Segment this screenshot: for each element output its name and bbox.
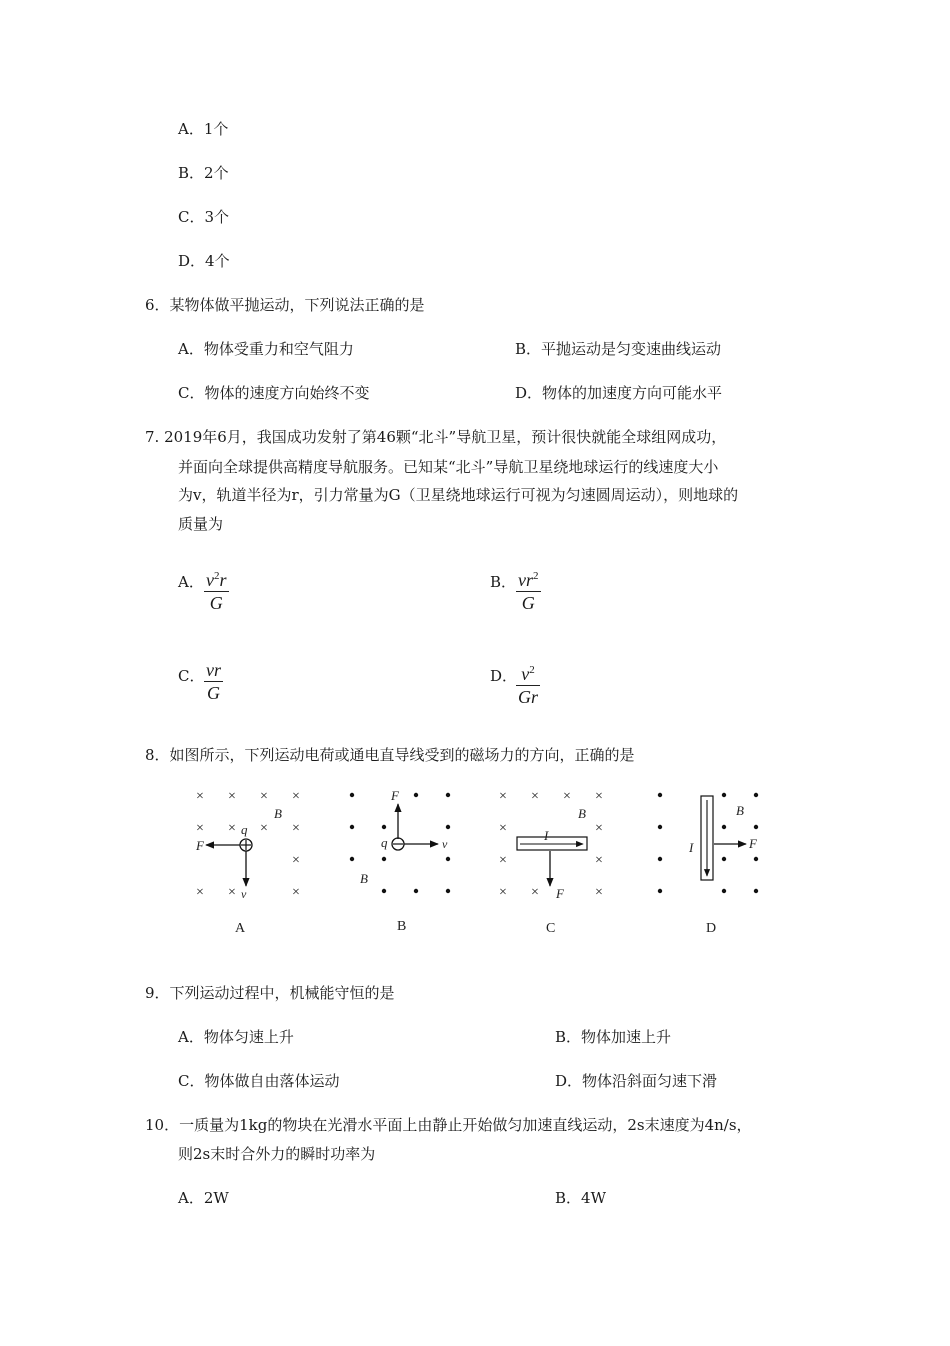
field-cross-symbol: × xyxy=(563,789,571,804)
field-cross-symbol: × xyxy=(260,821,268,836)
q7-a-num-tail: r xyxy=(219,570,227,590)
panel-a xyxy=(195,789,300,936)
panel-c xyxy=(499,789,603,936)
field-cross-symbol: × xyxy=(292,821,300,836)
q7-option-c-label: C． xyxy=(178,667,205,685)
field-dot-symbol xyxy=(754,857,758,861)
panel-a-force-label: F xyxy=(196,838,204,853)
q7-option-a-denominator: G xyxy=(209,593,223,613)
q6-option-d: D．物体的加速度方向可能水平 xyxy=(515,384,723,402)
field-dot-symbol xyxy=(722,889,726,893)
field-dot-symbol xyxy=(754,825,758,829)
panel-c-caption: C xyxy=(546,921,556,936)
q7-b-num-base: vr xyxy=(518,570,533,590)
field-dot-symbol xyxy=(754,889,758,893)
q7-b-num-sup: 2 xyxy=(533,570,539,582)
q7-option-c-fraction xyxy=(204,659,223,704)
field-cross-symbol: × xyxy=(499,885,507,900)
q5-option-b: B．2个 xyxy=(178,164,229,182)
field-cross-symbol: × xyxy=(196,789,204,804)
field-dot-symbol xyxy=(350,857,354,861)
q7-option-d-numerator xyxy=(516,659,540,686)
q7-option-c-denominator: G xyxy=(207,683,220,703)
q7-a-num-base: v xyxy=(206,570,214,590)
field-dot-symbol xyxy=(754,793,758,797)
q8-diagram xyxy=(180,780,800,950)
q8-stem: 8．如图所示，下列运动电荷或通电直导线受到的磁场力的方向，正确的是 xyxy=(145,746,635,764)
panel-a-charge-label: q xyxy=(241,822,248,837)
q9-option-b: B．物体加速上升 xyxy=(555,1028,672,1046)
q9-option-c: C．物体做自由落体运动 xyxy=(178,1072,340,1090)
field-cross-symbol: × xyxy=(292,853,300,868)
panel-c-field-label: B xyxy=(578,806,586,821)
q7-option-b-denominator: G xyxy=(521,593,535,613)
panel-d-field-label: B xyxy=(736,803,744,818)
q10-stem-line-1: 10．一质量为1kg的物块在光滑水平面上由静止开始做匀加速直线运动，2s末速度为4n/s， xyxy=(145,1116,752,1134)
field-cross-symbol: × xyxy=(531,789,539,804)
field-dot-symbol xyxy=(658,825,662,829)
field-dot-symbol xyxy=(446,825,450,829)
field-dot-symbol xyxy=(350,825,354,829)
q8-diagram-svg xyxy=(180,780,800,950)
panel-a-caption: A xyxy=(235,921,246,936)
q10-option-b: B．4W xyxy=(555,1189,606,1207)
field-cross-symbol: × xyxy=(595,789,603,804)
field-cross-symbol: × xyxy=(228,821,236,836)
panel-b-force-label: F xyxy=(391,788,399,803)
q7-a-num-sup: 2 xyxy=(214,570,220,582)
field-cross-symbol: × xyxy=(499,821,507,836)
q7-option-d-denominator: Gr xyxy=(518,687,539,707)
q5-option-a: A．1个 xyxy=(178,120,229,138)
q7-d-num-base: v xyxy=(521,664,530,684)
q10-stem-line-2: 则2s末时合外力的瞬时功率为 xyxy=(178,1145,376,1163)
field-cross-symbol: × xyxy=(292,789,300,804)
panel-d-current-label: I xyxy=(689,840,694,855)
q7-option-d-label: D． xyxy=(490,667,518,685)
field-cross-symbol: × xyxy=(595,821,603,836)
panel-d xyxy=(658,793,758,936)
field-dot-symbol xyxy=(722,857,726,861)
field-dot-symbol xyxy=(414,793,418,797)
field-cross-symbol: × xyxy=(499,853,507,868)
q7-d-num-sup: 2 xyxy=(529,664,535,676)
q6-stem: 6．某物体做平抛运动，下列说法正确的是 xyxy=(145,296,425,314)
q7-stem-line-4: 质量为 xyxy=(178,515,224,533)
field-cross-symbol: × xyxy=(499,789,507,804)
field-dot-symbol xyxy=(414,889,418,893)
field-cross-symbol: × xyxy=(595,885,603,900)
field-cross-symbol: × xyxy=(531,885,539,900)
panel-d-force-label: F xyxy=(749,836,757,851)
q7-option-b-numerator xyxy=(516,565,541,592)
panel-a-velocity-label: v xyxy=(241,887,247,901)
field-cross-symbol: × xyxy=(292,885,300,900)
field-dot-symbol xyxy=(658,793,662,797)
field-dot-symbol xyxy=(722,793,726,797)
field-dot-symbol xyxy=(382,825,386,829)
q9-option-a: A．物体匀速上升 xyxy=(178,1028,294,1046)
field-dot-symbol xyxy=(658,857,662,861)
field-cross-symbol: × xyxy=(228,789,236,804)
q7-option-a-numerator xyxy=(204,565,229,592)
field-dot-symbol xyxy=(446,857,450,861)
field-dot-symbol xyxy=(350,793,354,797)
panel-b xyxy=(350,788,450,934)
q7-option-a-label: A． xyxy=(178,573,204,591)
panel-c-force-label: F xyxy=(556,886,564,901)
field-dot-symbol xyxy=(446,793,450,797)
panel-a-field-label: B xyxy=(274,806,282,821)
field-cross-symbol: × xyxy=(595,853,603,868)
panel-b-charge-label: q xyxy=(381,835,388,850)
q5-option-d: D．4个 xyxy=(178,252,230,270)
field-cross-symbol: × xyxy=(260,789,268,804)
field-cross-symbol: × xyxy=(196,821,204,836)
field-dot-symbol xyxy=(446,889,450,893)
q9-stem: 9．下列运动过程中，机械能守恒的是 xyxy=(145,984,395,1002)
field-cross-symbol: × xyxy=(228,885,236,900)
q7-option-c-numerator: vr xyxy=(206,660,221,680)
q9-option-d: D．物体沿斜面匀速下滑 xyxy=(555,1072,718,1090)
q7-option-b-fraction xyxy=(516,565,541,614)
q7-stem-line-2: 并面向全球提供高精度导航服务。已知某“北斗”导航卫星绕地球运行的线速度大小 xyxy=(178,458,719,476)
panel-b-velocity-label: v xyxy=(442,837,448,851)
q7-stem-line-3: 为v，轨道半径为r，引力常量为G（卫星绕地球运行可视为匀速圆周运动），则地球的 xyxy=(178,486,739,504)
panel-b-field-label: B xyxy=(360,871,368,886)
q6-option-c: C．物体的速度方向始终不变 xyxy=(178,384,370,402)
field-dot-symbol xyxy=(722,825,726,829)
q10-option-a: A．2W xyxy=(178,1189,229,1207)
field-dot-symbol xyxy=(382,857,386,861)
q7-option-a-fraction xyxy=(204,565,229,614)
field-dot-symbol xyxy=(658,889,662,893)
panel-c-current-label: I xyxy=(544,828,549,843)
field-dot-symbol xyxy=(382,889,386,893)
panel-d-caption: D xyxy=(706,921,717,936)
q7-stem-line-1: 7. 2019年6月，我国成功发射了第46颗“北斗”导航卫星，预计很快就能全球组网成功， xyxy=(145,428,727,446)
q6-option-a: A．物体受重力和空气阻力 xyxy=(178,340,354,358)
q7-option-d-fraction xyxy=(516,659,540,708)
q5-option-c: C．3个 xyxy=(178,208,230,226)
field-cross-symbol: × xyxy=(196,885,204,900)
q7-option-b-label: B． xyxy=(490,573,517,591)
panel-b-caption: B xyxy=(397,919,407,934)
q6-option-b: B．平抛运动是匀变速曲线运动 xyxy=(515,340,722,358)
